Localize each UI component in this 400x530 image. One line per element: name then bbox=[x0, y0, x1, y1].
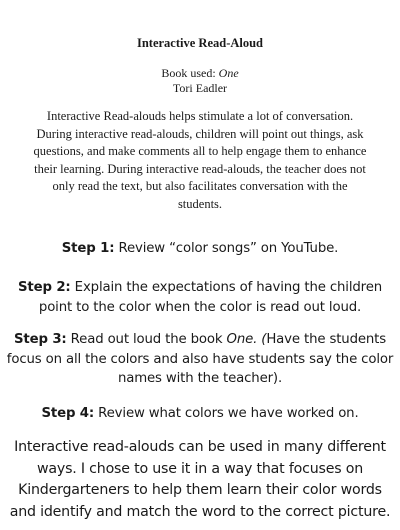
closing-paragraph: Interactive read-alouds can be used in many different ways. I chose to use it in a way that focuses on Kindergarteners to help them learn their color words and identify and match the word to the correct picture. bbox=[9, 439, 391, 520]
step-2-label: Step 2: bbox=[17, 280, 71, 295]
book-used-line bbox=[0, 66, 400, 81]
step-1-label: Step 1: bbox=[61, 241, 115, 256]
step-1-text: Review “color songs” on YouTube. bbox=[114, 241, 339, 256]
step-3-label: Step 3: bbox=[13, 332, 67, 347]
book-used-label: Book used: bbox=[161, 66, 219, 80]
document-title: Interactive Read-Aloud bbox=[136, 36, 264, 50]
step-3-text-rest: Have the students focus on all the colors and also have students say the color names with the teacher). bbox=[6, 332, 394, 386]
step-4 bbox=[6, 404, 394, 424]
intro-paragraph: Interactive Read-alouds helps stimulate a lot of conversation. During interactive read-alouds, children will point out things, ask questions, and make comments all to help engage them to enhance their learning. During interactive read-alouds, the teacher does not only read the text, but also facilitates conversation with the students. bbox=[33, 109, 367, 211]
book-title: One bbox=[218, 66, 239, 80]
step-1 bbox=[6, 239, 394, 259]
book-author: Tori Eadler bbox=[172, 81, 228, 95]
step-2 bbox=[6, 278, 394, 317]
step-4-label: Step 4: bbox=[41, 406, 95, 421]
book-info bbox=[0, 66, 400, 96]
step-3-book-title: One. ( bbox=[226, 332, 267, 347]
step-4-text: Review what colors we have worked on. bbox=[94, 406, 359, 421]
step-3 bbox=[6, 330, 394, 389]
step-2-text: Explain the expectations of having the children point to the color when the color is read out loud. bbox=[38, 280, 382, 315]
step-3-text: Read out loud the book bbox=[66, 332, 227, 347]
